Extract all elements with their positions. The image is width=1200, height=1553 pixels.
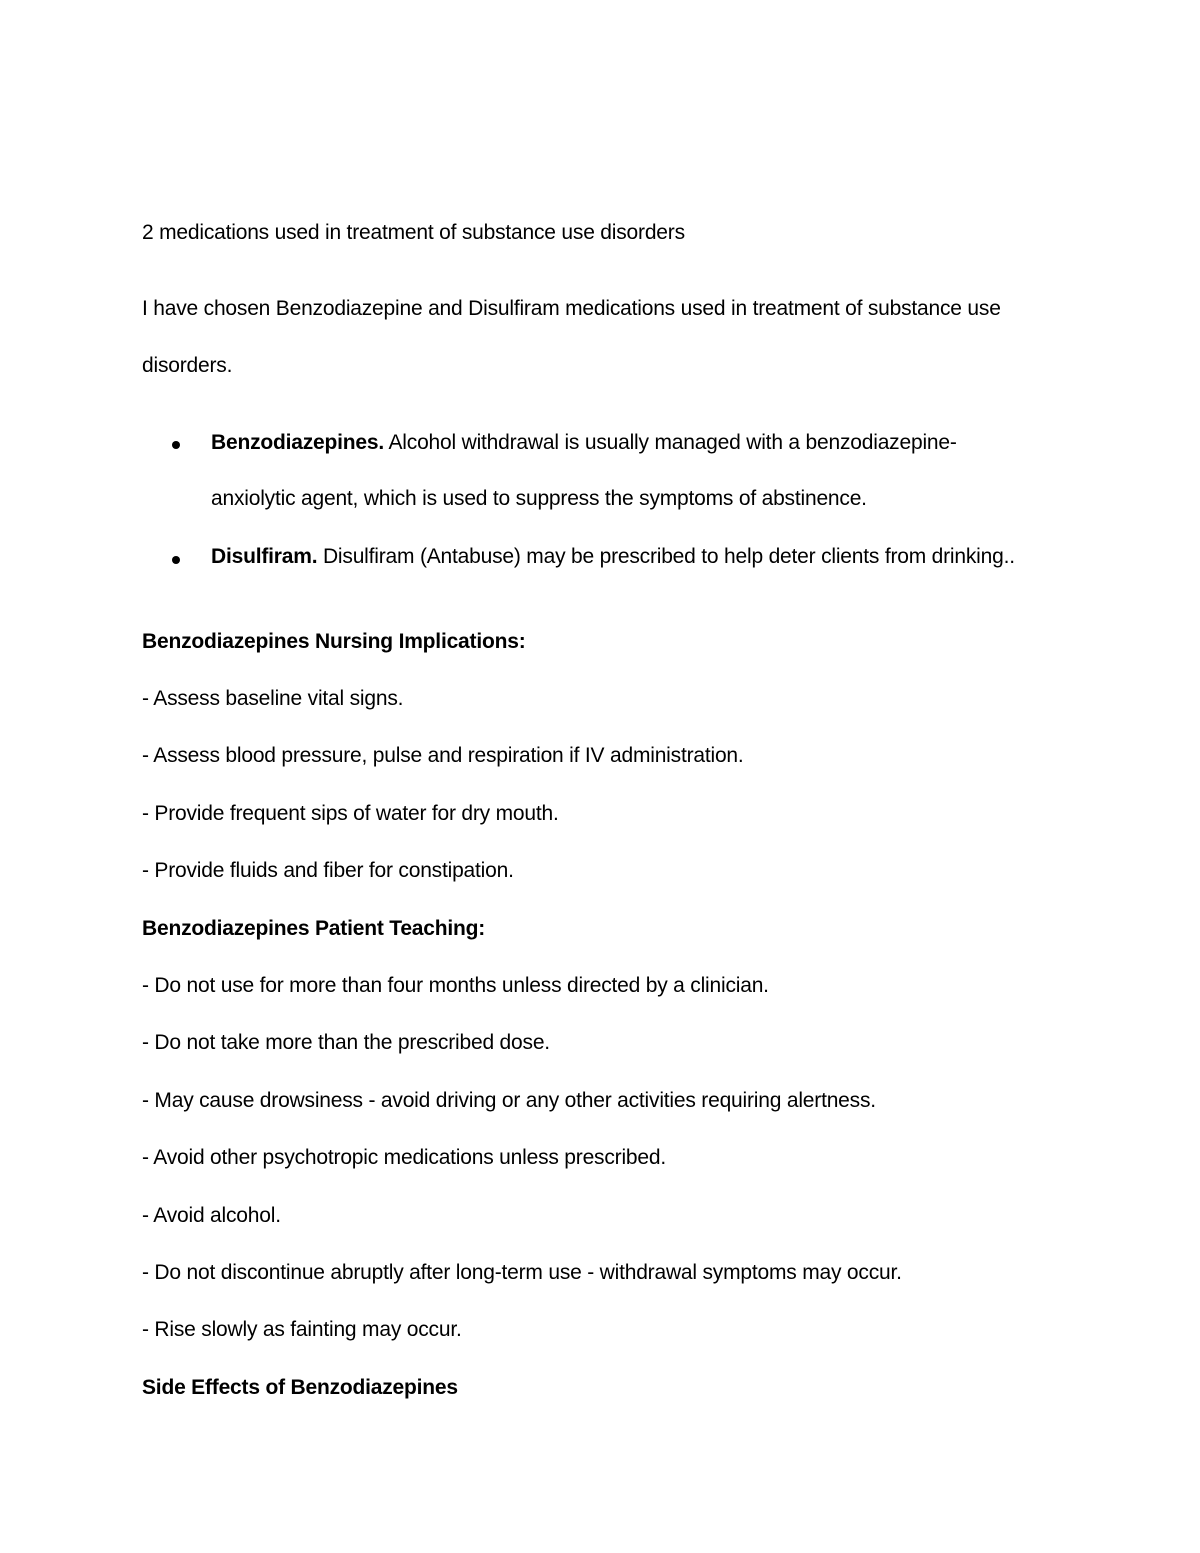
intro-line-1: I have chosen Benzodiazepine and Disulfiram medications used in treatment of substance use bbox=[142, 297, 1001, 320]
bullet-disulfiram bbox=[211, 544, 1015, 570]
list-item: - Do not take more than the prescribed dose. bbox=[142, 1031, 550, 1054]
list-item: - Provide fluids and fiber for constipation. bbox=[142, 859, 514, 882]
bullet-icon bbox=[172, 556, 180, 564]
list-item: - Assess baseline vital signs. bbox=[142, 687, 404, 710]
list-item: - Do not use for more than four months unless directed by a clinician. bbox=[142, 974, 769, 997]
list-item: - Provide frequent sips of water for dry mouth. bbox=[142, 802, 559, 825]
bullet-text: Disulfiram (Antabuse) may be prescribed to help deter clients from drinking.. bbox=[317, 545, 1015, 568]
side-effects-heading: Side Effects of Benzodiazepines bbox=[142, 1376, 458, 1399]
list-item: - May cause drowsiness - avoid driving or any other activities requiring alertness. bbox=[142, 1089, 876, 1112]
intro-line-2: disorders. bbox=[142, 354, 233, 377]
list-item: - Avoid alcohol. bbox=[142, 1204, 281, 1227]
bullet-icon bbox=[172, 441, 180, 449]
bullet-label: Benzodiazepines. bbox=[211, 431, 385, 454]
list-item: - Rise slowly as fainting may occur. bbox=[142, 1318, 462, 1341]
bullet-label: Disulfiram. bbox=[211, 545, 318, 568]
bullet-benzodiazepines-continued: anxiolytic agent, which is used to suppress the symptoms of abstinence. bbox=[211, 487, 867, 510]
list-item: - Do not discontinue abruptly after long-term use - withdrawal symptoms may occur. bbox=[142, 1261, 902, 1284]
list-item: - Assess blood pressure, pulse and respiration if IV administration. bbox=[142, 744, 744, 767]
list-item: - Avoid other psychotropic medications unless prescribed. bbox=[142, 1146, 666, 1169]
bullet-benzodiazepines bbox=[211, 430, 957, 456]
nursing-implications-heading: Benzodiazepines Nursing Implications: bbox=[142, 630, 526, 653]
bullet-text: Alcohol withdrawal is usually managed with a benzodiazepine- bbox=[384, 431, 957, 454]
document-title: 2 medications used in treatment of substance use disorders bbox=[142, 221, 685, 244]
patient-teaching-heading: Benzodiazepines Patient Teaching: bbox=[142, 917, 486, 940]
